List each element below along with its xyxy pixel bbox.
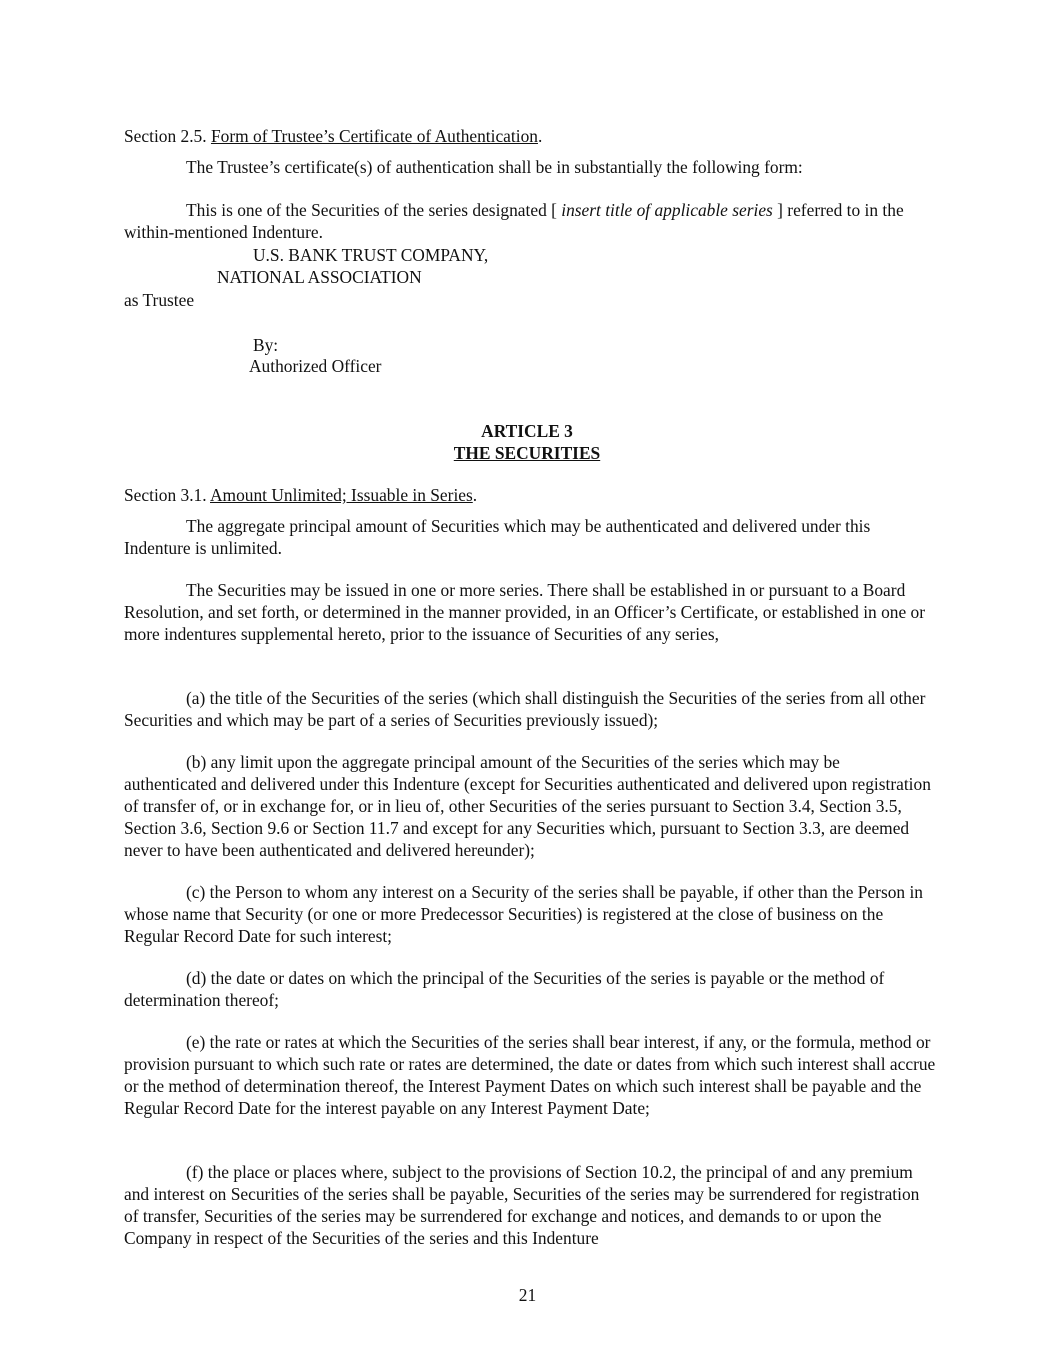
trustee-name-line2: NATIONAL ASSOCIATION xyxy=(217,267,422,287)
section-3-1-heading xyxy=(124,484,477,506)
section-2-5-number: Section 2.5. xyxy=(124,126,207,146)
trustee-role: as Trustee xyxy=(124,290,195,310)
paragraph-item-e: (e) the rate or rates at which the Securities of the series shall bear interest, if any, or the formula, method or provision pursuant to which such rate or rates are determined, the date or dates from which such interest shall accrue or the method of determination thereof, the Interest Payment Dates on which such interest shall be payable and the Regular Record Date for the interest payable on any Interest Payment Date; xyxy=(124,1032,936,1118)
paragraph-item-f: (f) the place or places where, subject to the provisions of Section 10.2, the principal of and any premium and interest on Securities of the series shall be payable, Securities of the series may be surrendered for registration of transfer, Securities of the series may be surrendered for exchange and notices, and demands to or upon the Company in respect of the Securities of the series and this Indenture xyxy=(124,1162,920,1248)
certificate-statement xyxy=(124,199,936,243)
certificate-text-before: This is one of the Securities of the series designated [ xyxy=(186,200,562,220)
signatory-title: Authorized Officer xyxy=(249,356,382,376)
section-2-5-title: Form of Trustee’s Certificate of Authentication xyxy=(210,126,538,146)
trustee-name-line1: U.S. BANK TRUST COMPANY, xyxy=(253,245,489,265)
paragraph-item-b: (b) any limit upon the aggregate principal amount of the Securities of the series which may be authenticated and delivered under this Indenture (except for Securities authenticated and delivered upon registration of transfer of, or in exchange for, or in lieu of, other Securities of the series pursuant to Section 3.4, Section 3.5, Section 3.6, Section 9.6 or Section 11.7 and except for any Securities which, pursuant to Section 3.3, are deemed never to have been authenticated and delivered hereunder); xyxy=(124,752,931,860)
paragraph-item-a: (a) the title of the Securities of the series (which shall distinguish the Securities of the series from all other Securities and which may be part of a series of Securities previously issued); xyxy=(124,688,926,730)
paragraph-item-c: (c) the Person to whom any interest on a Security of the series shall be payable, if other than the Person in whose name that Security (or one or more Predecessor Securities) is registered at the close of business on the Regular Record Date for such interest; xyxy=(124,882,923,946)
section-3-1-number: Section 3.1. xyxy=(124,485,207,505)
section-2-5-intro: The Trustee’s certificate(s) of authentication shall be in substantially the following form: xyxy=(186,157,803,177)
section-3-1-period: . xyxy=(472,485,478,505)
signature-by-label: By: xyxy=(253,335,279,355)
certificate-series-placeholder: insert title of applicable series xyxy=(561,200,773,220)
section-2-5-period: . xyxy=(537,126,543,146)
page-number: 21 xyxy=(518,1285,537,1305)
article-title xyxy=(124,442,930,464)
article-number: ARTICLE 3 xyxy=(481,421,573,441)
paragraph-series-issuance: The Securities may be issued in one or more series. There shall be established in or pursuant to a Board Resolution, and set forth, or determined in the manner provided, in an Officer’s Certificate, or established in one or more indentures supplemental hereto, prior to the issuance of Securities of any series, xyxy=(124,580,926,644)
article-title-text: THE SECURITIES xyxy=(453,443,601,463)
paragraph-item-d: (d) the date or dates on which the principal of the Securities of the series is payable or the method of determination thereof; xyxy=(124,968,885,1010)
certificate-text-after: ] referred to in the within-mentioned Indenture. xyxy=(124,200,904,242)
section-3-1-title: Amount Unlimited; Issuable in Series xyxy=(210,485,473,505)
paragraph-aggregate-amount: The aggregate principal amount of Securities which may be authenticated and delivered under this Indenture is unlimited. xyxy=(124,516,871,558)
section-2-5-heading xyxy=(124,125,542,147)
